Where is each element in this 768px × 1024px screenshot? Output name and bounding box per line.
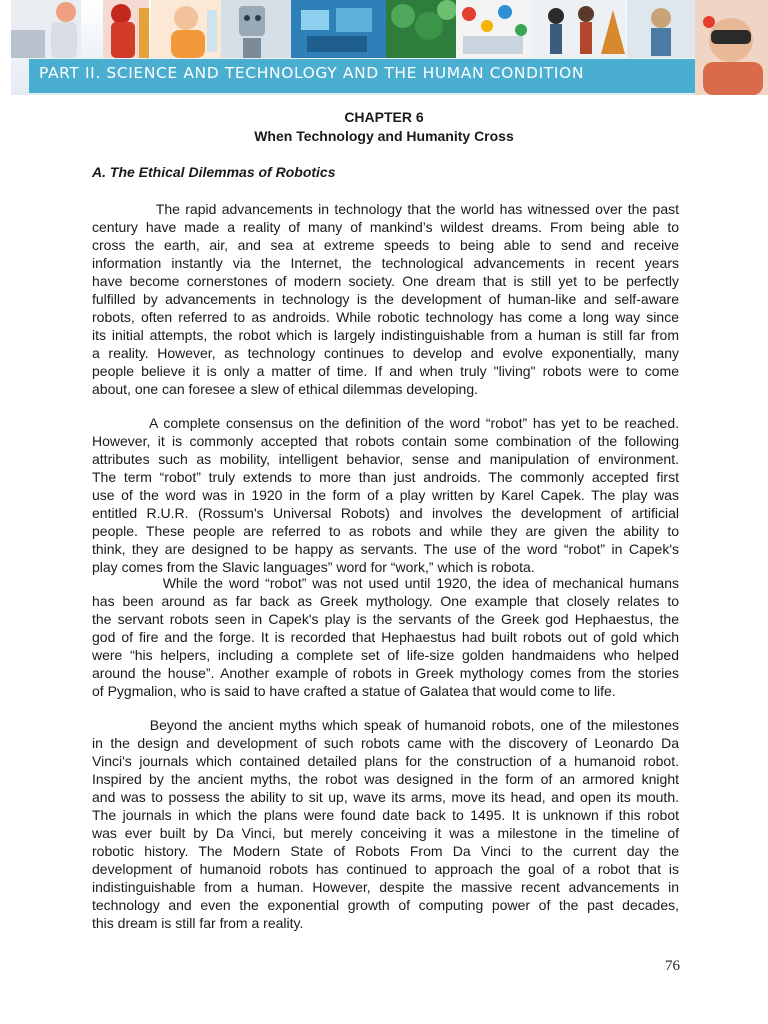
text-line: of Pygmalion, who is said to have crafted a statue of Galatea that would come to life. (92, 683, 616, 699)
paragraph-3 (92, 574, 679, 700)
text-line: its initial attempts, the robot which is largely indistinguishable from a human is still far from (92, 327, 679, 343)
chapter-label: CHAPTER 6 (344, 109, 424, 125)
text-line: attributes such as mobility, intelligent behavior, sense and manipulation of environment. (92, 451, 679, 467)
text-line: robots, often referred to as androids. While robotic technology has come a long way since (92, 309, 679, 325)
text-line: cross the earth, air, and sea at extreme speeds to being able to send and receive (92, 237, 679, 253)
text-line: Beyond the ancient myths which speak of humanoid robots, one of the milestones (92, 717, 679, 733)
text-line: was ever built by Da Vinci, but merely conceiving it was a milestone in the timeline of (92, 825, 679, 841)
text-line: The journals in which the plans were found date back to 1495. It is unknown if this robot (92, 807, 679, 823)
text-line: Inspired by the ancient myths, the robot was designed in the form of an armored knight (92, 771, 679, 787)
text-line: were “his helpers, including a complete set of life-size golden handmaidens who helped (92, 647, 679, 663)
text-line: about, one can foresee a slew of ethical dilemmas developing. (92, 381, 479, 397)
paragraph-1 (92, 200, 679, 398)
text-line: development of humanoid robots has continued to approach the goal of a robot that is (92, 861, 679, 877)
text-line: The term “robot” truly extends to more than just androids. The commonly accepted first (92, 469, 679, 485)
section-heading: A. The Ethical Dilemmas of Robotics (92, 164, 336, 180)
text-line: technology and even the exponential growth of computing power of the past decades, (92, 897, 679, 913)
text-line: has been around as far back as Greek mythology. One example that closely relates to (92, 593, 679, 609)
text-line: god of fire and the forge. It is recorded that Hephaestus had built robots out of gold which (92, 629, 679, 645)
text-line: a reality. However, as technology continues to develop and evolve exponentially, many (92, 345, 679, 361)
text-line: Vinci's journals which contained detailed plans for the construction of a humanoid robot. (92, 753, 679, 769)
text-line: and was to possess the ability to sit up, wave its arms, move its head, and open its mouth. (92, 789, 679, 805)
text-line: this dream is still far from a reality. (92, 915, 304, 931)
text-line: think, they are designed to be happy as servants. The use of the word “robot” in Capek's (92, 541, 679, 557)
text-line: fulfilled by advancements in technology is the development of human-like and self-aware (92, 291, 679, 307)
text-line: indistinguishable from a human. However, despite the massive recent advancements in (92, 879, 679, 895)
text-line: people believe it is only a matter of time. If and when truly "living" robots were to come (92, 363, 679, 379)
text-line: in the design and development of such robots came with the discovery of Leonardo Da (92, 735, 679, 751)
text-line: have become cornerstones of modern society. One dream that is still yet to be perfectly (92, 273, 679, 289)
text-line: the servant robots seen in Capek's play is the servants of the Greek god Hephaestus, the (92, 611, 679, 627)
text-line: robotic history. The Modern State of Robots From Da Vinci to the current day the (92, 843, 679, 859)
text-line: While the word “robot” was not used until 1920, the idea of mechanical humans (92, 575, 679, 591)
text-line: use of the word was in 1920 in the form of a play written by Karel Capek. The play was (92, 487, 679, 503)
text-line: The rapid advancements in technology that the world has witnessed over the past (92, 201, 679, 217)
page-number: 76 (665, 958, 680, 974)
chapter-title: When Technology and Humanity Cross (254, 128, 514, 144)
text-line: entitled R.U.R. (Rossum's Universal Robots) and involves the development of artificial (92, 505, 679, 521)
paragraph-4 (92, 716, 679, 932)
text-line: However, it is commonly accepted that robots contain some combination of the following (92, 433, 679, 449)
paragraph-2 (92, 414, 679, 576)
text-line: around the house”. Another example of robots in Greek mythology comes from the stories (92, 665, 679, 681)
banner-title: PART II. SCIENCE AND TECHNOLOGY AND THE HUMAN CONDITION (39, 64, 585, 82)
text-line: play comes from the Slavic languages” word for “work,” which is robota. (92, 559, 535, 575)
text-line: people. These people are referred to as robots and while they are given the ability to (92, 523, 679, 539)
text-line: A complete consensus on the definition of the word “robot” has yet to be reached. (92, 415, 679, 431)
text-line: century have made a reality of many of mankind’s wildest dreams. From being able to (92, 219, 679, 235)
text-line: information instantly via the Internet, the technological advancements in recent years (92, 255, 679, 271)
chapter-banner (11, 0, 768, 95)
